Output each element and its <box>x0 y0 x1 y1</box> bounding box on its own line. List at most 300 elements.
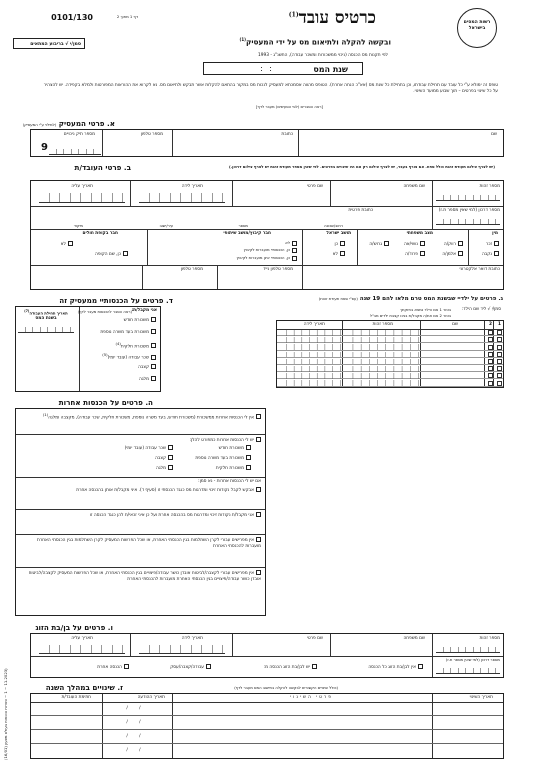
resident-label: תושב ישראל <box>326 231 351 236</box>
has-other-income-label: יש לי הכנסות אחרות כמפורט להלן: <box>189 438 254 443</box>
divider <box>31 229 503 230</box>
gender-male-label: זכר <box>485 242 492 247</box>
deductions-file-label: מספר תיק ניכויים <box>63 132 95 137</box>
hmo-no-label: לא <box>60 242 66 247</box>
resident-yes-checkbox[interactable] <box>340 241 345 246</box>
spouse-id-label: מספר זהות <box>479 636 500 641</box>
gender-male[interactable] <box>486 241 499 247</box>
spouse-passport-input[interactable] <box>436 668 500 674</box>
other-income-option-checkbox[interactable] <box>168 465 173 470</box>
other-income-option-checkbox[interactable] <box>168 455 173 460</box>
child-col2-checkbox[interactable] <box>488 381 493 386</box>
email-input[interactable] <box>303 273 503 289</box>
section-b-title: ב. פרטי העובד/ת <box>74 163 131 172</box>
employer-address-label: כתובת <box>281 132 293 137</box>
marital-single[interactable] <box>444 241 463 247</box>
change-row <box>31 744 503 758</box>
child-name-input[interactable] <box>421 358 485 365</box>
income-option-checkbox[interactable] <box>151 364 156 369</box>
emp-passport-label: מספר דרכון (למי שאין מספר ת.ז) <box>438 208 500 213</box>
child-name-input[interactable] <box>421 372 485 379</box>
side-form-code: (11.2023 ~ 1 ~ ספרות הכנסות בעולם מצעון (16/01) <box>3 668 8 760</box>
other-income-option[interactable] <box>216 465 251 471</box>
other-income-option-label: מלגה <box>156 466 166 471</box>
form-subtitle <box>240 37 391 46</box>
child-name-input[interactable] <box>421 365 485 372</box>
other-income-option-checkbox[interactable] <box>246 455 251 460</box>
start-date-note: (7) <box>24 309 30 313</box>
gender-female[interactable] <box>482 251 499 257</box>
income-option-label: מלגה <box>139 377 149 382</box>
emp-id-label: מספר זהות <box>479 184 500 189</box>
child-birth-input[interactable] <box>279 330 341 336</box>
income-option[interactable] <box>100 329 156 335</box>
other-income-option[interactable] <box>125 445 173 451</box>
section-a-title <box>23 119 115 128</box>
emp-firstname-input[interactable] <box>233 190 331 206</box>
change-details-input[interactable] <box>173 702 433 716</box>
change-details-input[interactable] <box>173 744 433 758</box>
form-title <box>289 8 376 28</box>
section-a-title-text: א. פרטי המעסיק <box>58 119 115 128</box>
children-col-id: מספר זהות <box>372 322 393 327</box>
so-i-label: אם יש לי הכנסות אחרות - נא סמן: <box>198 479 261 484</box>
child-id-input[interactable] <box>345 359 419 365</box>
hmo-no[interactable] <box>61 241 73 247</box>
spouse-surname-label: שם משפחה <box>403 636 425 641</box>
choice-credits-checkbox[interactable] <box>256 487 261 492</box>
marital-widowed-label: אלמן/ה <box>442 252 456 257</box>
email-label: כתובת דואר אלקטרוני <box>459 267 500 272</box>
resident-no-checkbox[interactable] <box>340 251 345 256</box>
resident-no-label: לא <box>332 252 338 257</box>
spouse-firstname-input[interactable] <box>233 642 331 656</box>
has-other-income-checkbox[interactable] <box>256 437 261 442</box>
child-col2-checkbox[interactable] <box>488 352 493 357</box>
section-g-note: (כולל שינויים הקשורים לבקשה להקלה בחישוב המס מעבר לדף) <box>234 685 338 690</box>
income-option[interactable] <box>124 317 156 323</box>
street-label: רחוב/שכונה <box>324 223 343 228</box>
changes-table <box>30 693 504 759</box>
other-income-option-label: משכורת חודש <box>218 446 244 451</box>
spouse-no-income[interactable] <box>368 664 423 670</box>
other-income-option-checkbox[interactable] <box>246 445 251 450</box>
divider <box>16 477 265 478</box>
income-option-label: קצבה <box>138 365 149 371</box>
marital-separated-label: פרוד/ה <box>405 252 418 257</box>
form-number: 0101/130 <box>51 13 93 22</box>
other-income-option-label: משכורת חלקית <box>215 466 244 471</box>
tax-year-label: שנת המס <box>313 65 348 74</box>
gender-male-checkbox[interactable] <box>494 241 499 246</box>
child-id-input[interactable] <box>345 337 419 343</box>
kibbutz-yes-transferred[interactable] <box>244 247 297 253</box>
deductions-file-prefix: 9 <box>41 142 48 153</box>
change-row <box>31 730 503 744</box>
intro-note: [ראה הסברים (לפי הסעיפים) מעבר לדף] <box>255 104 323 109</box>
children-col-birth: תאריך לידה <box>303 322 325 327</box>
child-col1-checkbox[interactable] <box>497 337 502 342</box>
spouse-surname-input[interactable] <box>331 642 433 656</box>
no-other-income-note: (1) <box>42 412 49 417</box>
kibbutz-yes-transferred-checkbox[interactable] <box>292 248 297 253</box>
section-c-title-text: ג. פרטים על ילדיי שבשנת המס טרם מלאו להם 19 שנה <box>359 296 503 302</box>
divider <box>357 229 358 265</box>
spouse-table <box>30 633 504 678</box>
change-notify-date[interactable]: / / <box>126 720 146 725</box>
children-hint-1: בטור 1 אם הילד נמצא בחזקתך <box>399 307 451 312</box>
choice-pension-label: אין מפרישים עבורי לקצבה/לביטוח אובדן כושר עבודה/פיצויים בגין הכנסתי האחרת, או שכל הפרשות המעסיק לקצבה/לביטוח אובדן כושר עבודה/פיצויים בגין הכנסתי האחרת מועברות להכנסתי האחרת <box>28 571 261 582</box>
divider <box>16 509 265 510</box>
child-row <box>277 336 503 343</box>
employee-table <box>30 180 504 290</box>
child-col1-checkbox[interactable] <box>497 366 502 371</box>
gender-female-checkbox[interactable] <box>494 251 499 256</box>
change-date-input[interactable] <box>433 716 503 730</box>
child-col2-checkbox[interactable] <box>488 359 493 364</box>
child-col1-checkbox[interactable] <box>497 352 502 357</box>
child-name-input[interactable] <box>421 329 485 336</box>
change-signature-input[interactable] <box>31 716 103 730</box>
change-date-input[interactable] <box>433 730 503 744</box>
child-row <box>277 372 503 379</box>
start-year-label: בשנת המס <box>35 316 57 321</box>
mark-instruction-box <box>13 38 85 49</box>
resident-yes-label: כן <box>334 242 338 247</box>
hmo-yes[interactable] <box>95 251 128 257</box>
child-birth-input[interactable] <box>279 366 341 372</box>
income-option-label: משכורת חודש <box>123 318 149 323</box>
choice-study-fund[interactable] <box>21 537 261 550</box>
choice-credits-elsewhere-checkbox[interactable] <box>256 512 261 517</box>
divider <box>16 567 265 568</box>
choice-credits-elsewhere[interactable] <box>21 512 261 519</box>
spouse-passport-label: מספר דרכון (למי שאין מספר ת.ז) <box>445 657 500 662</box>
marital-widowed-checkbox[interactable] <box>458 251 463 256</box>
marital-married[interactable] <box>404 241 425 247</box>
child-row <box>277 358 503 365</box>
other-income-option[interactable] <box>155 455 173 461</box>
mark-instruction: סמן/י √ בריבוע המתאים <box>30 41 81 47</box>
spouse-has-income-checkbox[interactable] <box>312 664 317 669</box>
income-this-employer-table <box>15 306 161 392</box>
children-hint: סמן/י √ ליד שם הילד: <box>461 307 501 312</box>
kibbutz-yes-not-transferred-checkbox[interactable] <box>292 256 297 261</box>
income-option-label: משכורת בעד משרה נוספת <box>100 329 149 335</box>
change-signature-input[interactable] <box>31 702 103 716</box>
changes-col-details: פרטי השינוי <box>290 695 333 700</box>
house-label: מספר <box>238 223 248 228</box>
choice-pension-checkbox[interactable] <box>256 570 261 575</box>
child-id-input[interactable] <box>345 344 419 350</box>
income-option-checkbox[interactable] <box>151 343 156 348</box>
employer-name-label: שם <box>491 132 497 137</box>
tax-year-input[interactable]: : : <box>260 64 274 73</box>
emp-birthdate-input[interactable] <box>139 193 225 203</box>
child-name-input[interactable] <box>421 351 485 358</box>
change-notify-date[interactable]: / / <box>126 748 146 753</box>
emp-phone-label: מספר טלפון <box>180 267 203 272</box>
no-other-income-label: אין לי הכנסות אחרות ממשכורת (משכורת חודש, בעד משרה נוספת, משכורת חלקית, שכר עבודה), מקצבה ומלגה <box>48 415 254 421</box>
child-id-input[interactable] <box>345 373 419 379</box>
change-details-input[interactable] <box>173 730 433 744</box>
children-hint-2: בטור 2 אם את/ה מקבל/ת בגינו קצבת ילדים מב"ל <box>369 313 451 318</box>
employer-name-input[interactable] <box>299 138 503 155</box>
receive-note: (ראה הסבר להכנסות מעבר לדף) <box>77 309 132 314</box>
changes-col-date: תאריך השינוי <box>469 695 493 700</box>
employer-phone-label: מספר טלפון <box>140 132 163 137</box>
other-income-option[interactable] <box>195 455 251 461</box>
child-row <box>277 365 503 372</box>
mobile-input[interactable] <box>218 273 303 289</box>
child-birth-input[interactable] <box>279 373 341 379</box>
child-col1-checkbox[interactable] <box>497 359 502 364</box>
marital-separated[interactable] <box>405 251 425 257</box>
intro-text: טופס זה ימולא ע"י כל עובד עם תחילת עבודתו, וכן בתחילת כל שנת מס (אא"כ הנחה אחרת). הטופס מהווה אסמכתא למעסיק לנכות מס במקור בהתאם להקלות אשר תבקש ולתיאום מס. נא לקרוא את ההוראות המפורטות ולמלא בקפידה. יש להצהיר על כל שינוי בפרטים – תוך שבוע ממועד השינוי. <box>43 83 498 94</box>
change-details-input[interactable] <box>173 716 433 730</box>
hmo-yes-label: כן, שם הקופה <box>95 252 121 257</box>
kibbutz-no-checkbox[interactable] <box>292 241 297 246</box>
child-col1-checkbox[interactable] <box>497 381 502 386</box>
section-c-title <box>275 296 503 302</box>
emp-surname-input[interactable] <box>331 190 433 206</box>
spouse-aliyah-label: תאריך עליה <box>71 636 93 641</box>
change-row <box>31 716 503 730</box>
other-income-option-label: משכורת בעד משרה נוספת <box>195 456 244 461</box>
other-income-option[interactable] <box>156 465 173 471</box>
child-col1-checkbox[interactable] <box>497 345 502 350</box>
tax-year-box <box>203 62 363 75</box>
other-income-option-label: קצבה <box>155 456 166 461</box>
child-name-input[interactable] <box>421 336 485 343</box>
divider <box>16 434 265 435</box>
divider <box>16 534 265 535</box>
employer-phone-input[interactable] <box>103 138 173 155</box>
gender-female-label: נקבה <box>481 252 492 257</box>
marital-single-label: רווק/ה <box>443 242 456 247</box>
children-table <box>276 320 504 388</box>
emp-aliyah-input[interactable] <box>39 193 125 203</box>
other-income-option-checkbox[interactable] <box>168 445 173 450</box>
section-g-title: ז. שינויים במהלך השנה <box>45 683 123 692</box>
emp-surname-label: שם משפחה <box>403 184 425 189</box>
child-birth-input[interactable] <box>279 337 341 343</box>
child-id-input[interactable] <box>345 330 419 336</box>
emp-address-input[interactable] <box>33 214 433 229</box>
employer-address-input[interactable] <box>173 138 299 155</box>
kibbutz-yes-not-transferred-label: כן, הכנסותיי אינן מועברות לקיבוץ <box>236 255 290 260</box>
child-birth-input[interactable] <box>279 352 341 358</box>
child-col2-checkbox[interactable] <box>488 337 493 342</box>
title-text: כרטיס עובד <box>298 8 376 28</box>
no-other-income-checkbox[interactable] <box>256 414 261 419</box>
child-row <box>277 343 503 350</box>
divider <box>130 181 131 206</box>
spouse-has-income-label: יש לבן/בת הזוג הכנסה מ: <box>263 665 310 670</box>
spouse-income-work-checkbox[interactable] <box>206 664 211 669</box>
marital-married-checkbox[interactable] <box>420 241 425 246</box>
child-id-input[interactable] <box>345 352 419 358</box>
emp-firstname-label: שם פרטי <box>306 184 323 189</box>
divider <box>79 307 80 391</box>
spouse-no-income-label: אין לבן/בת הזוג כל הכנסה <box>368 665 416 670</box>
income-option-checkbox[interactable] <box>151 355 156 360</box>
start-date-input[interactable] <box>18 327 74 333</box>
spouse-birth-label: תאריך לידה <box>181 636 203 641</box>
income-option[interactable] <box>116 341 157 349</box>
kibbutz-yes-transferred-label: כן, הכנסותיי מועברות לקיבוץ <box>243 247 290 252</box>
spouse-income-other-checkbox[interactable] <box>124 664 129 669</box>
child-col2-checkbox[interactable] <box>488 366 493 371</box>
spouse-no-income-checkbox[interactable] <box>418 664 423 669</box>
marital-label: מצב משפחתי <box>406 231 433 236</box>
other-income-option-label: שכר עבודה (עובד יומי) <box>124 446 166 451</box>
income-option-checkbox[interactable] <box>151 317 156 322</box>
kibbutz-label: חבר קיבוץ/מושב שיתופי <box>223 231 271 236</box>
kibbutz-no[interactable] <box>285 240 297 246</box>
subtitle-note: (1) <box>239 37 246 42</box>
changes-col-sign: חתימת העובד/ת <box>61 695 91 700</box>
spouse-birth-input[interactable] <box>139 645 225 654</box>
child-name-input[interactable] <box>421 379 485 386</box>
section-b-note: (יש לצרף צילום תעודת זהות כולל ספח. אם צורף בעבר, יש לצרף צילום רק אם היו שינויים בפרטים. לפי שאין מספר תעודת זהות יש לצרף צילום דרכון.) <box>229 164 495 169</box>
choice-study-fund-label: אין מפרישים עבורי לקרן השתלמות בגין הכנסתי האחרת, או שכל הפרשות המעסיק לקרן השתלמות בגין הכנסתי האחרת מועברות להכנסתי האחרת <box>37 538 261 549</box>
choice-credits[interactable] <box>21 487 261 494</box>
section-e-title: ה. פרטים על הכנסות אחרות <box>58 398 153 407</box>
child-birth-input[interactable] <box>279 380 341 386</box>
hmo-yes-checkbox[interactable] <box>123 251 128 256</box>
spouse-income-work[interactable] <box>170 664 211 670</box>
income-option[interactable] <box>138 364 156 370</box>
marital-divorced-checkbox[interactable] <box>384 241 389 246</box>
child-col2-checkbox[interactable] <box>488 330 493 335</box>
child-col1-checkbox[interactable] <box>497 373 502 378</box>
child-row <box>277 329 503 336</box>
subtitle-text: ובקשה להקלה ולתיאום מס על ידי המעסיק <box>245 37 391 47</box>
section-d-title: ד. פרטים על הכנסותיי ממעסיק זה <box>59 296 173 305</box>
title-note: (1) <box>288 11 299 19</box>
divider <box>302 229 303 265</box>
marital-divorced[interactable] <box>369 241 389 247</box>
child-birth-input[interactable] <box>279 359 341 365</box>
choice-credits-label: אבקש לקבל נקודות זיכוי ומדרגות מס כנגד הכנסתי זו (סעיף ד). איני מקבל/ת אותן בהכנסה אחרת <box>76 488 254 493</box>
gender-label: מין <box>492 231 498 236</box>
marital-widowed[interactable] <box>442 251 463 257</box>
spouse-firstname-label: שם פרטי <box>306 636 323 641</box>
page-label: דף 1 מתוך 2 <box>116 14 138 19</box>
marital-married-label: נשוי/אה <box>403 242 418 247</box>
income-option[interactable] <box>102 352 156 360</box>
choice-credits-elsewhere-label: אני מקבל/ת נקודות זיכוי ומדרגות מס בהכנסה אחרת ועל כן איני זכאי/ת להן כנגד הכנסה זו <box>89 513 254 518</box>
section-a-note: (למילוי ע"י המעסיק) <box>22 122 57 127</box>
child-col2-checkbox[interactable] <box>488 345 493 350</box>
emp-address-label: כתובת פרטית <box>348 208 373 213</box>
regulation-text: לפי תקנות מס הכנסה (ניכוי ממשכורות ומשכר עבודה), התשנ"ג - 1993 <box>258 53 388 58</box>
emp-passport-input[interactable] <box>436 219 500 225</box>
income-option-checkbox[interactable] <box>151 329 156 334</box>
income-option-checkbox[interactable] <box>151 376 156 381</box>
child-col2-checkbox[interactable] <box>488 373 493 378</box>
change-row <box>31 702 503 716</box>
changes-col-notify: תאריך ההודעה <box>137 695 165 700</box>
change-signature-input[interactable] <box>31 730 103 744</box>
child-birth-input[interactable] <box>279 344 341 350</box>
divider <box>31 265 503 266</box>
children-col-name: שם <box>452 322 458 327</box>
logo-text: רשות המסים בישראל <box>463 20 491 31</box>
start-date-label-text: תאריך תחילת העבודה <box>29 310 68 316</box>
divider <box>147 229 148 265</box>
other-income-table <box>15 408 266 616</box>
other-income-option-checkbox[interactable] <box>246 465 251 470</box>
hmo-no-checkbox[interactable] <box>68 241 73 246</box>
choice-pension[interactable] <box>21 570 261 583</box>
marital-divorced-label: גרוש/ה <box>369 242 382 247</box>
city-label: עיר/ישוב <box>159 223 173 228</box>
spouse-income-other-label: הכנסה אחרת <box>97 665 122 670</box>
hmo-label: חבר בקופת חולים <box>82 231 118 236</box>
choice-study-fund-checkbox[interactable] <box>256 537 261 542</box>
kibbutz-yes-not-transferred[interactable] <box>236 255 297 261</box>
marital-single-checkbox[interactable] <box>458 241 463 246</box>
emp-aliyah-label: תאריך עליה <box>71 184 93 189</box>
spouse-income-work-label: עבודה/קצבה/עסק <box>170 665 204 670</box>
employer-table <box>30 129 504 157</box>
spouse-has-income[interactable] <box>264 664 317 670</box>
start-date-label <box>16 309 76 315</box>
spouse-aliyah-input[interactable] <box>39 645 125 654</box>
divider <box>468 229 469 265</box>
other-income-option[interactable] <box>219 445 251 451</box>
marital-separated-checkbox[interactable] <box>420 251 425 256</box>
zip-label: מיקוד <box>73 223 83 228</box>
deductions-file-input[interactable] <box>49 149 101 155</box>
has-other-income[interactable] <box>190 437 262 443</box>
child-row <box>277 379 503 386</box>
child-id-input[interactable] <box>345 366 419 372</box>
kibbutz-no-label: לא <box>285 240 290 245</box>
change-date-input[interactable] <box>433 744 503 758</box>
child-id-input[interactable] <box>345 380 419 386</box>
divider <box>130 634 131 656</box>
income-option-note: (4) <box>115 340 121 346</box>
resident-yes[interactable] <box>335 241 345 247</box>
change-signature-input[interactable] <box>31 744 103 758</box>
section-f-title: ו. פרטים על בן/בת הזוג <box>35 623 113 632</box>
section-c-note: (עפ"י ספח תעודת זהות) <box>318 296 358 301</box>
resident-no[interactable] <box>333 251 345 257</box>
spouse-id-input[interactable] <box>436 647 500 653</box>
income-option[interactable] <box>139 376 156 382</box>
income-option-label: שכר עבודה (עובד יומי) <box>107 355 149 361</box>
child-row <box>277 351 503 358</box>
receive-label: אני מקבל/ת: <box>131 308 157 313</box>
child-col1-checkbox[interactable] <box>497 330 502 335</box>
change-notify-date[interactable]: / / <box>126 734 146 739</box>
divider <box>432 656 433 677</box>
change-date-input[interactable] <box>433 702 503 716</box>
emp-birthdate-label: תאריך לידה <box>181 184 203 189</box>
no-other-income[interactable] <box>21 412 261 421</box>
child-name-input[interactable] <box>421 343 485 350</box>
change-notify-date[interactable]: / / <box>126 706 146 711</box>
emp-phone-input[interactable] <box>143 273 218 289</box>
children-col-1: 1 <box>498 322 501 327</box>
mobile-label: מספר טלפון נייד <box>263 267 293 272</box>
emp-id-input[interactable] <box>436 195 500 201</box>
spouse-income-other[interactable] <box>97 664 129 670</box>
income-option-label: משכורת חלקית <box>120 344 149 350</box>
